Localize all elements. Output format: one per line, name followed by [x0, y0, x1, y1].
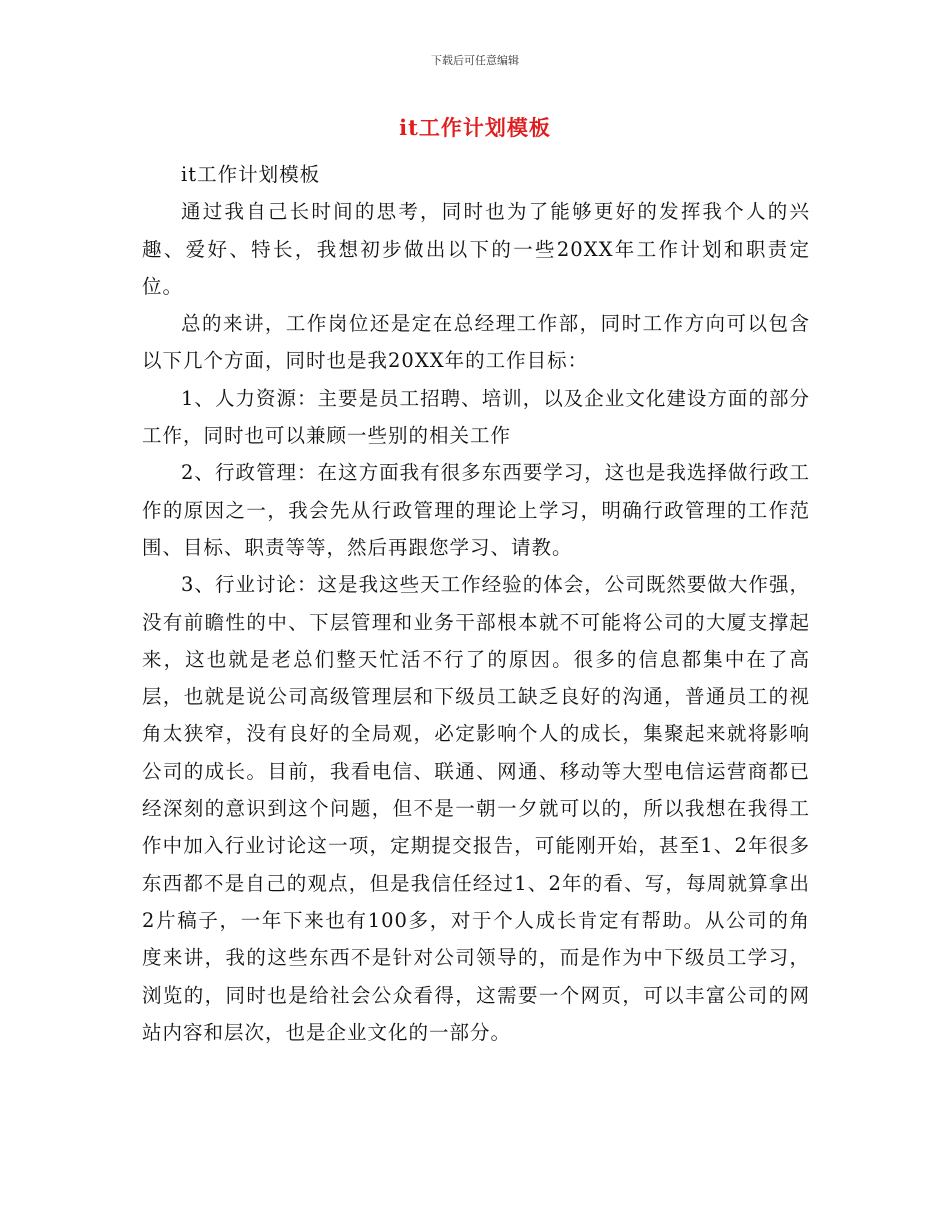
paragraph-item-3: 3、行业讨论：这是我这些天工作经验的体会，公司既然要做大作强，没有前瞻性的中、下层管理和业务干部根本就不可能将公司的大厦支撑起来，这也就是老总们整天忙活不行了的原因。很多的信息都集中在了高层，也就是说公司高级管理层和下级员工缺乏良好的沟通，普通员工的视角太狭窄，没有良好的全局观，必定影响个人的成长，集聚起来就将影响公司的成长。目前，我看电信、联通、网通、移动等大型电信运营商都已经深刻的意识到这个问题，但不是一朝一夕就可以的，所以我想在我得工作中加入行业讨论这一项，定期提交报告，可能刚开始，甚至1、2年很多东西都不是自己的观点，但是我信任经过1、2年的看、写，每周就算拿出2片稿子，一年下来也有100多，对于个人成长肯定有帮助。从公司的角度来讲，我的这些东西不是针对公司领导的，而是作为中下级员工学习，浏览的，同时也是给社会公众看得，这需要一个网页，可以丰富公司的网站内容和层次，也是企业文化的一部分。 [142, 573, 810, 1044]
paragraph-item-2: 2、行政管理：在这方面我有很多东西要学习，这也是我选择做行政工作的原因之一，我会先从行政管理的理论上学习，明确行政管理的工作范围、目标、职责等等，然后再跟您学习、请教。 [142, 461, 810, 559]
paragraph-intro: 通过我自己长时间的思考，同时也为了能够更好的发挥我个人的兴趣、爱好、特长，我想初步做出以下的一些20XX年工作计划和职责定位。 [142, 200, 810, 298]
document-title: it工作计划模板 [399, 115, 551, 140]
paragraph-subtitle: it工作计划模板 [181, 163, 321, 186]
page-header: 下载后可任意编辑 [431, 54, 519, 67]
paragraph-item-1: 1、人力资源：主要是员工招聘、培训，以及企业文化建设方面的部分工作，同时也可以兼顾一些别的相关工作 [142, 386, 810, 448]
document-body [142, 156, 810, 1051]
paragraph-overview: 总的来讲，工作岗位还是定在总经理工作部，同时工作方向可以包含以下几个方面，同时也是我20XX年的工作目标： [142, 312, 810, 373]
